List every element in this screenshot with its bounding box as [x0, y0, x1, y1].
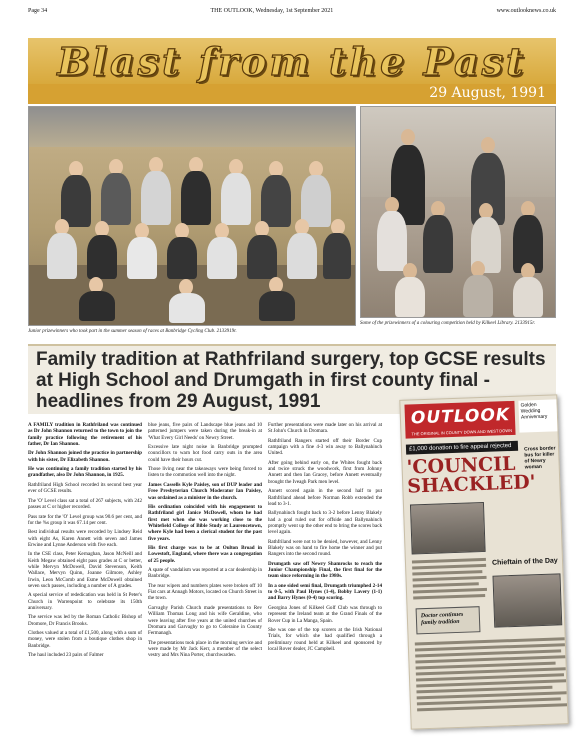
article-paragraph: Rathfriland Rangers started off their Border Cup campaign with a fine 4-3 win away to Ballynahinch United.	[268, 437, 382, 457]
date-strip	[28, 84, 556, 104]
running-header	[28, 4, 556, 18]
article-paragraph: blue jeans, five pairs of Landscape blue jeans and 10 patterned jumpers were taken during the break-in at 'What Every Girl Needs' on Newry Street.	[148, 422, 262, 441]
article-paragraph: The 'O' Level class sat a total of 267 subjects, with 242 passes at C or higher recorded.	[28, 497, 142, 511]
article-paragraph: Garvaghy Parish Church made presentations to Rev William Thomas Long and his wife Geraldine, who were leaving after five years at the united churches of Dromara and Garvaghy to go to Coleraine in County Fermanagh.	[148, 604, 262, 637]
article-column-2	[148, 422, 262, 662]
article-paragraph: The service was led by the Roman Catholic Bishop of Dromore, Dr Francis Brooks.	[28, 614, 142, 627]
banner-title: Blast from the Past	[57, 39, 527, 84]
article-paragraph: Best individual results were recorded by Lindsey Reid with eight As, Karen Annett with seven and James Erwine and Lynne Anderson with five each.	[28, 529, 142, 548]
clipping-photo-2	[492, 573, 562, 627]
article-paragraph: A special service of rededication was held in St Peter's Church in Warrenpoint to celebrate its 150th anniversary.	[28, 592, 142, 611]
article-paragraph: Ballynahinch fought back to 3-2 before Lenny Blakely had a goal ruled out for offside and Ballynahinch promptly went up the other end to bring the scores back level again.	[268, 510, 382, 536]
article-paragraph: The presentations took place in the morning service and were made by Mr Jack Kerr, a member of the select vestry and Mrs Nina Porter, churchwarden.	[148, 639, 263, 659]
publication-line: THE OUTLOOK, Wednesday, 1st September 2021	[210, 8, 334, 14]
article-paragraph: The rear wipers and numbers plates were broken off 10 Fiat cars at Annagh Motors, located on Church Street in the town.	[148, 582, 262, 602]
article-paragraph: She was one of the top scorers at the Irish National Trials, for which she had qualified through a preliminary round held at Kilkeel and sponsored by local Rover dealer, JC Campbell.	[268, 627, 382, 652]
article-paragraph: After going behind early on, the Whites fought back and twice struck the woodwork, first from Johnny Annett and then Ian Gracey, before Annett eventually brought the Iveagh Park men level.	[268, 459, 382, 485]
article-paragraph: His first charge was to be at Oulton Broad in Lowestoft, England, where there was a congregation of 25 people.	[148, 544, 262, 564]
clipping-side-headline: Cross border bus for killer of Newry woman	[523, 445, 556, 471]
clipping-kicker: £1,000 donation to fire appeal rejected	[406, 441, 518, 455]
photo-colouring-competition	[360, 106, 556, 318]
section-banner	[28, 38, 556, 84]
article-paragraph: Dr John Shannon joined the practice in partnership with his sister, Dr Elizabeth Shannon.	[28, 450, 142, 463]
clipping-chieftain-headline: Chieftain of the Day	[491, 557, 558, 567]
caption-right: Some of the prizewinners of a colouring competition held by Kilkeel Library. 2133915r.	[360, 321, 535, 326]
article-paragraph: James Cassells Kyle Paisley, son of DUP leader and Free Presbyterian Church Moderator Ian Paisley, was ordained as a minister in the church.	[148, 481, 262, 501]
article-paragraph: In a one sided semi final, Drumgath triumphed 2-14 to 0-5, with Paul Hynes (1-4), Bobby Lavery (1-1) and Barry Hynes (0-4) top scoring.	[268, 582, 382, 602]
clipping-masthead	[404, 401, 515, 439]
page-number: Page 34	[28, 8, 48, 14]
article-paragraph: A spate of vandalism was reported at a car dealership in Banbridge.	[148, 567, 262, 580]
article-paragraph: His ordination coincided with his engagement to Rathfriland girl Janice McDowell, whom he had first met when she was working close to the Whitefield College of Bible Study at Laurencetown, where Kyle had been a clerical student for the past five years.	[148, 504, 262, 542]
article-paragraph: Annett scored again in the second half to put Rathfriland ahead before Norman Robb extended the lead to 3-1.	[268, 488, 382, 507]
clipping-photo-1	[410, 502, 486, 555]
article-paragraph: Those living near the takeaways were being forced to listen to the commotion well into the night.	[148, 466, 262, 479]
article-paragraph: Further presentations were made later on his arrival at St John's Church in Dromara.	[268, 422, 382, 435]
article-paragraph: The haul included 23 pairs of Falmer	[28, 652, 104, 659]
photo-cycling-club	[28, 106, 356, 326]
article-paragraph: Rathfriland High School recorded its second best year ever of GCSE results.	[28, 481, 142, 495]
article-paragraph: Pass rate for the 'O' Level group was 90.6 per cent, and for the %s group it was 67.14 per cent.	[28, 513, 142, 526]
site-url: www.outlooknews.co.uk	[496, 8, 556, 14]
article-paragraph: Georgina Jones of Kilkeel Golf Club was through to represent the Ireland team at the Grand Finals of the Rover Cup in La Manga, Spain.	[268, 604, 382, 624]
caption-left: Junior prizewinners who took part in the summer season of races at Banbridge Cycling Club. 2133919r.	[28, 329, 237, 334]
archive-clipping	[399, 394, 568, 729]
article-column-1	[28, 422, 142, 662]
article-paragraph: Drumgath saw off Newry Shamrocks to reach the Junior Championship Final, the first final for the team since reforming in the 1980s.	[268, 560, 382, 580]
article-column-3	[268, 422, 382, 655]
masthead-title: OUTLOOK	[410, 405, 511, 429]
clipping-headline: 'COUNCIL SHACKLED'	[406, 452, 536, 498]
article-paragraph: Clothes valued at a total of £1,500, along with a sum of money, were stolen from a boutique clothes shop in Banbridge.	[28, 630, 142, 649]
article-paragraph: Excessive late night noise in Banbridge prompted councillors to warn hot food carry outs in the area could have their hours cut.	[148, 444, 262, 463]
masthead-subtitle: THE ORIGINAL IN COUNTY DOWN AND WEST DOWN	[411, 427, 513, 437]
article-paragraph: In the CSE class, Peter Kernaghan, Jason McNeill and Keith Megaw obtained eight pass grades at C or better, while Mervyn McDowell, David Stevenson, Keith Wallace, Mervyn Quinn, Joanne Gilmore, Ashley Irwin, Leon McComb and Esme McDowell obtained seven such passes, including a number of A grades.	[28, 551, 142, 589]
article-paragraph: A FAMILY tradition in Rathfriland was continued as Dr John Shannon returned to the town to join the family practice following the retirement of his father, Dr Ian Shannon.	[28, 422, 142, 447]
main-headline: Family tradition at Rathfriland surgery, top GCSE results at High School and Drumgath in first county final - headlines from 29 August, 1991	[36, 349, 546, 412]
article-paragraph: Rathfriland were not to be denied, however, and Lenny Blakely was on hand to fire home the winner and put Rangers into the second round.	[268, 538, 382, 558]
clipping-doctor-box: Doctor continues family tradition	[416, 606, 481, 634]
issue-date: 29 August, 1991	[429, 85, 546, 101]
article-paragraph: He was continuing a family tradition started by his grandfather, also Dr John Shannon, in 1925.	[28, 466, 142, 479]
golden-wedding-strip: Golden Wedding Anniversary	[518, 399, 559, 432]
